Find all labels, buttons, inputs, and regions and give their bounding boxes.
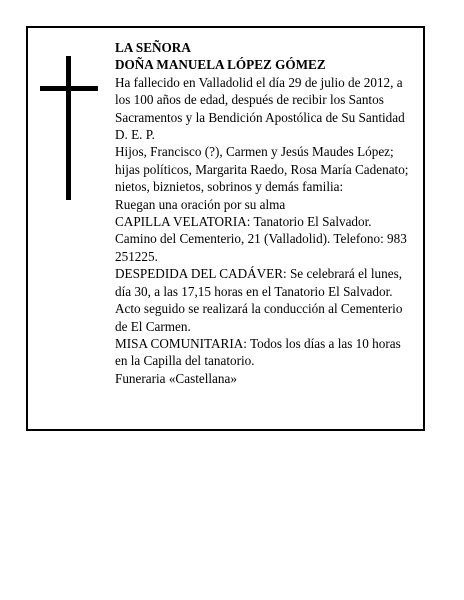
funeral-home: Funeraria «Castellana» (115, 370, 237, 386)
notice-text (115, 39, 415, 387)
deceased-name: DOÑA MANUELA LÓPEZ GÓMEZ (115, 57, 326, 73)
cross-horizontal-bar (40, 86, 98, 91)
cross-vertical-bar (66, 56, 71, 200)
deceased-title: LA SEÑORA (115, 40, 191, 55)
prayer-request: Ruegan una oración por su alma (115, 196, 286, 212)
mass-info: MISA COMUNITARIA: Todos los días a las 10 horas en la Capilla del tanatorio. (115, 335, 401, 369)
latin-cross-icon (40, 56, 98, 200)
farewell-info: DESPEDIDA DEL CADÁVER: Se celebrará el lunes, día 30, a las 17,15 horas en el Tanatorio El Salvador. Acto seguido se realizará la conducción al Cementerio de El Carmen. (115, 266, 403, 334)
obituary-notice (26, 26, 425, 431)
death-announcement: Ha fallecido en Valladolid el día 29 de julio de 2012, a los 100 años de edad, después de recibir los Santos Sacramentos y la Bendición Apostólica de Su Santidad D. E. P. (115, 74, 405, 143)
family-list: Hijos, Francisco (?), Carmen y Jesús Maudes López; hijas políticos, Margarita Raedo, Rosa María Cadenato; nietos, biznietos, sobrinos y demás familia: (115, 144, 409, 195)
chapel-info: CAPILLA VELATORIA: Tanatorio El Salvador. Camino del Cementerio, 21 (Valladolid). Telefono: 983 251225. (115, 214, 407, 264)
